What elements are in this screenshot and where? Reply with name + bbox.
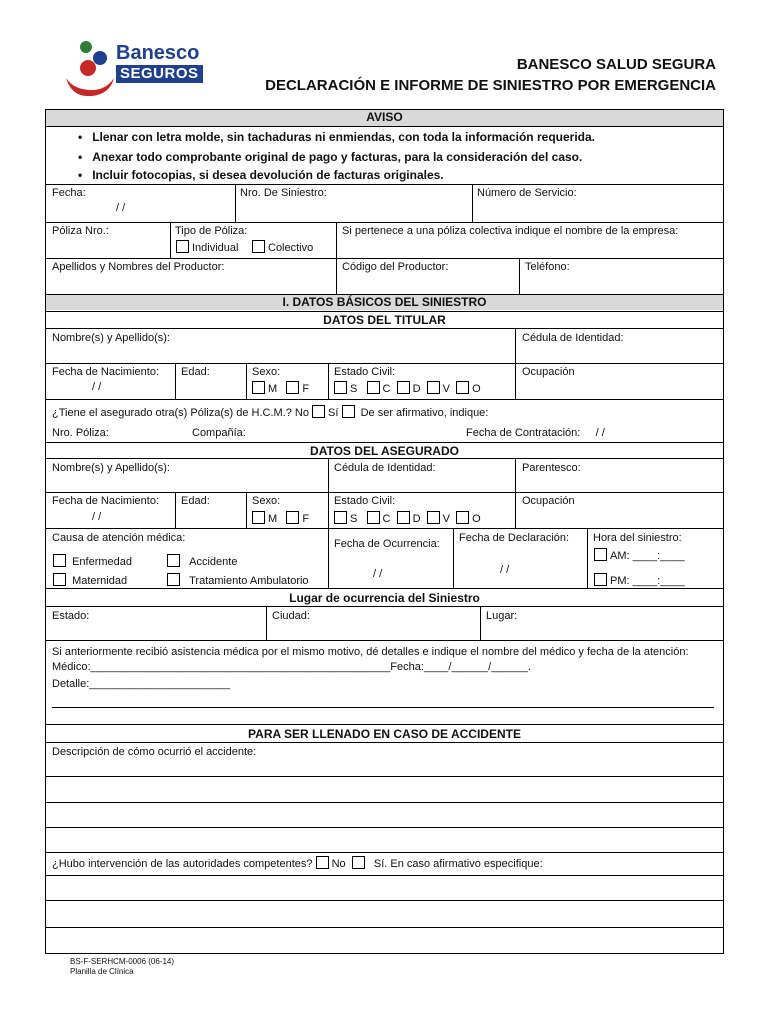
aseg-ec-s-checkbox[interactable] [334, 511, 347, 524]
ec-s-checkbox[interactable] [334, 381, 347, 394]
titular-estado-civil-options: S C D V O [334, 381, 481, 396]
colectivo-checkbox[interactable] [252, 240, 265, 253]
form-title-2: DECLARACIÓN E INFORME DE SINIESTRO POR EMERGENCIA [265, 77, 716, 94]
form-title-1: BANESCO SALUD SEGURA [516, 56, 716, 73]
asegurado-title: DATOS DEL ASEGURADO [310, 444, 459, 458]
titular-ocupacion-field[interactable]: Ocupación [522, 366, 575, 378]
otras-polizas-question: ¿Tiene el asegurado otra(s) Póliza(s) de H.C.M.? No Sí De ser afirmativo, indique: [52, 407, 489, 419]
maternidad-checkbox[interactable] [53, 573, 66, 586]
fecha-declaracion-field[interactable]: / / [500, 564, 510, 576]
asegurado-edad-field[interactable]: Edad: [181, 495, 210, 507]
fecha-declaracion-label: Fecha de Declaración: [459, 532, 570, 544]
aviso-item-3: • Incluir fotocopias, si desea devolución de facturas originales. [78, 168, 444, 182]
otras-si-checkbox[interactable] [342, 405, 355, 418]
autoridades-no-checkbox[interactable] [316, 856, 329, 869]
detalle-field[interactable]: Detalle:_______________________ [52, 678, 231, 690]
tipo-poliza-label: Tipo de Póliza: [175, 225, 248, 237]
footer-planilla: Planilla de Clínica [70, 967, 134, 976]
causa-maternidad: Maternidad [53, 573, 127, 588]
otras-no-checkbox[interactable] [312, 405, 325, 418]
titular-sexo-options: M F [252, 381, 309, 396]
lugar-ciudad-field[interactable]: Ciudad: [272, 610, 310, 622]
lugar-lugar-field[interactable]: Lugar: [486, 610, 518, 622]
accidente-checkbox[interactable] [167, 554, 180, 567]
asegurado-estado-civil-label: Estado Civil: [334, 495, 396, 507]
fecha-ocurrencia-field[interactable]: / / [373, 568, 383, 580]
fecha-field[interactable]: / / [116, 202, 126, 214]
asegurado-sexo-label: Sexo: [252, 495, 281, 507]
aseg-sexo-f-checkbox[interactable] [286, 511, 299, 524]
ec-c-checkbox[interactable] [367, 381, 380, 394]
enfermedad-checkbox[interactable] [53, 554, 66, 567]
aseg-sexo-m-checkbox[interactable] [252, 511, 265, 524]
asegurado-sexo-options: M F [252, 511, 309, 526]
tipo-individual: Individual [176, 240, 238, 255]
lugar-title: Lugar de ocurrencia del Siniestro [289, 591, 480, 605]
hora-pm: PM: ____:____ [594, 573, 685, 588]
ec-d-checkbox[interactable] [397, 381, 410, 394]
telefono-field[interactable]: Teléfono: [525, 261, 570, 273]
fecha-ocurrencia-label: Fecha de Ocurrencia: [334, 538, 440, 550]
company-logo [62, 38, 212, 100]
nro-poliza-field[interactable]: Nro. Póliza: [52, 427, 109, 439]
causa-enfermedad: Enfermedad [53, 554, 132, 569]
medico-field[interactable]: Médico:_________________________________________________Fecha:____/______/______. [52, 661, 531, 673]
aseg-ec-v-checkbox[interactable] [427, 511, 440, 524]
titular-fecha-nac-field[interactable]: / / [92, 381, 102, 393]
fecha-label: Fecha: [52, 187, 86, 199]
titular-sexo-label: Sexo: [252, 366, 281, 378]
ec-o-checkbox[interactable] [456, 381, 469, 394]
aviso-item-1: • Llenar con letra molde, sin tachaduras ni enmiendas, con toda la información requerida. [78, 130, 595, 144]
brand-name: Banesco [116, 42, 200, 64]
sexo-f-checkbox[interactable] [286, 381, 299, 394]
productor-field[interactable]: Apellidos y Nombres del Productor: [52, 261, 225, 273]
aviso-item-2: • Anexar todo comprobante original de pago y facturas, para la consideración del caso. [78, 150, 583, 164]
empresa-field[interactable]: Si pertenece a una póliza colectiva indique el nombre de la empresa: [342, 225, 679, 237]
sexo-m-checkbox[interactable] [252, 381, 265, 394]
autoridades-question: ¿Hubo intervención de las autoridades competentes? No Sí. En caso afirmativo especifique: [52, 858, 543, 870]
asegurado-ocupacion-field[interactable]: Ocupación [522, 495, 575, 507]
causa-accidente: Accidente [167, 554, 237, 569]
aseg-ec-o-checkbox[interactable] [456, 511, 469, 524]
causa-tratamiento: Tratamiento Ambulatorio [167, 573, 309, 588]
titular-title: DATOS DEL TITULAR [323, 313, 446, 327]
aseg-ec-c-checkbox[interactable] [367, 511, 380, 524]
fecha-contratacion-field[interactable]: Fecha de Contratación: / / [466, 427, 605, 439]
titular-cedula-field[interactable]: Cédula de Identidad: [522, 332, 624, 344]
tratamiento-checkbox[interactable] [167, 573, 180, 586]
am-checkbox[interactable] [594, 548, 607, 561]
titular-edad-field[interactable]: Edad: [181, 366, 210, 378]
asegurado-cedula-field[interactable]: Cédula de Identidad: [334, 462, 436, 474]
nro-siniestro-field[interactable]: Nro. De Siniestro: [240, 187, 327, 199]
logo-icon [62, 38, 116, 100]
titular-nombres-field[interactable]: Nombre(s) y Apellido(s): [52, 332, 170, 344]
aviso-band: AVISO [46, 110, 723, 126]
section1-band: I. DATOS BÁSICOS DEL SINIESTRO [46, 295, 723, 310]
titular-fecha-nac-label: Fecha de Nacimiento: [52, 366, 159, 378]
descripcion-accidente-label: Descripción de cómo ocurrió el accidente: [52, 746, 257, 758]
numero-servicio-field[interactable]: Número de Servicio: [477, 187, 577, 199]
accidente-title: PARA SER LLENADO EN CASO DE ACCIDENTE [248, 727, 521, 741]
asistencia-question: Si anteriormente recibió asistencia médica por el mismo motivo, dé detalles e indique el nombre del médico y fecha de la atención: [52, 646, 689, 658]
brand-subname: SEGUROS [116, 65, 203, 83]
titular-estado-civil-label: Estado Civil: [334, 366, 396, 378]
asegurado-fecha-nac-field[interactable]: / / [92, 511, 102, 523]
hora-siniestro-label: Hora del siniestro: [593, 532, 682, 544]
hora-am: AM: ____:____ [594, 548, 685, 563]
asegurado-estado-civil-options: S C D V O [334, 511, 481, 526]
footer-code: BS-F-SERHCM-0006 (06-14) [70, 957, 175, 966]
codigo-productor-field[interactable]: Código del Productor: [342, 261, 449, 273]
aseg-ec-d-checkbox[interactable] [397, 511, 410, 524]
individual-checkbox[interactable] [176, 240, 189, 253]
asegurado-nombres-field[interactable]: Nombre(s) y Apellido(s): [52, 462, 170, 474]
lugar-estado-field[interactable]: Estado: [52, 610, 90, 622]
causa-label: Causa de atención médica: [52, 532, 186, 544]
autoridades-si-checkbox[interactable] [352, 856, 365, 869]
tipo-colectivo: Colectivo [252, 240, 313, 255]
asegurado-fecha-nac-label: Fecha de Nacimiento: [52, 495, 159, 507]
asegurado-parentesco-field[interactable]: Parentesco: [522, 462, 581, 474]
pm-checkbox[interactable] [594, 573, 607, 586]
compania-field[interactable]: Compañía: [192, 427, 246, 439]
ec-v-checkbox[interactable] [427, 381, 440, 394]
poliza-nro-field[interactable]: Póliza Nro.: [52, 225, 109, 237]
